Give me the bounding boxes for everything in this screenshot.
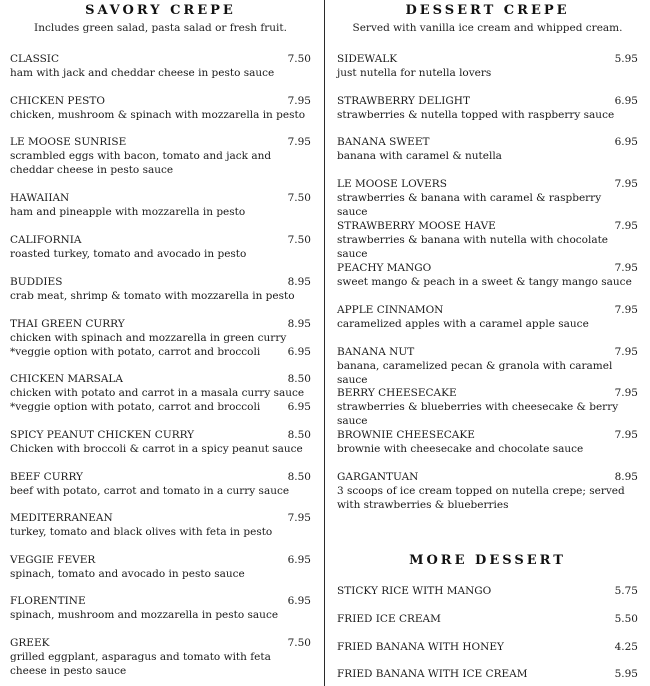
item-name: LE MOOSE LOVERS (337, 178, 447, 190)
item-price: 6.95 (614, 136, 638, 148)
item-desc: beef with potato, carrot and tomato in a curry sauce (10, 485, 290, 497)
column-divider (324, 0, 325, 686)
item-price: 7.50 (287, 637, 311, 649)
item-price: 7.95 (614, 262, 638, 274)
veggie-option: *veggie option with potato, carrot and broccoli (10, 401, 261, 413)
menu-item (337, 386, 638, 428)
menu-item (337, 345, 638, 387)
veggie-option: *veggie option with potato, carrot and broccoli (10, 346, 261, 358)
item-name: THAI GREEN CURRY (10, 318, 125, 330)
item-price: 7.95 (614, 429, 638, 441)
menu-item (337, 135, 638, 163)
item-price: 5.95 (614, 53, 638, 65)
menu-item (337, 219, 638, 261)
item-name: STICKY RICE WITH MANGO (337, 585, 492, 597)
dessert-title: DESSERT CREPE (405, 3, 570, 18)
item-price: 7.95 (287, 95, 311, 107)
item-name: BANANA NUT (337, 346, 415, 358)
item-price: 7.50 (287, 53, 311, 65)
item-name: SIDEWALK (337, 53, 398, 65)
menu-item (337, 612, 638, 626)
item-desc: spinach, tomato and avocado in pesto sauce (10, 568, 245, 580)
menu-item (337, 640, 638, 654)
menu-item (10, 594, 311, 622)
item-desc: 3 scoops of ice cream topped on nutella crepe; served with strawberries & blueberries (337, 485, 625, 511)
item-name: HAWAIIAN (10, 192, 70, 204)
more-dessert-title: MORE DESSERT (409, 553, 566, 568)
item-name: STRAWBERRY DELIGHT (337, 95, 470, 107)
item-name: CLASSIC (10, 53, 59, 65)
menu-item (337, 667, 638, 681)
item-price: 6.95 (614, 95, 638, 107)
item-desc: strawberries & nutella topped with raspberry sauce (337, 109, 615, 121)
item-desc: crab meat, shrimp & tomato with mozzarella in pesto (10, 290, 295, 302)
menu-item (10, 636, 311, 678)
item-name: FRIED BANANA WITH HONEY (337, 641, 504, 653)
item-price: 8.50 (287, 429, 311, 441)
item-name: FLORENTINE (10, 595, 86, 607)
item-desc: scrambled eggs with bacon, tomato and jack and cheddar cheese in pesto sauce (10, 150, 272, 176)
item-desc: chicken with potato and carrot in a masala curry sauce (10, 387, 305, 399)
item-price: 8.95 (287, 318, 311, 330)
menu-item (337, 261, 638, 289)
item-desc: strawberries & banana with nutella with chocolate sauce (337, 234, 609, 260)
menu-item (10, 511, 311, 539)
item-name: MEDITERRANEAN (10, 512, 113, 524)
item-name: CHICKEN PESTO (10, 95, 105, 107)
item-name: BUDDIES (10, 276, 63, 288)
item-name: BANANA SWEET (337, 136, 430, 148)
item-price: 7.95 (614, 304, 638, 316)
item-price: 7.50 (287, 234, 311, 246)
item-name: BROWNIE CHEESECAKE (337, 429, 475, 441)
item-name: GREEK (10, 637, 50, 649)
menu-item (10, 317, 311, 359)
item-desc: strawberries & blueberries with cheesecake & berry sauce (337, 401, 619, 427)
item-price: 7.95 (614, 346, 638, 358)
item-desc: chicken with spinach and mozzarella in green curry (10, 332, 287, 344)
menu-item (10, 553, 311, 581)
item-desc: ham and pineapple with mozzarella in pesto (10, 206, 246, 218)
veggie-option-price: 6.95 (287, 401, 311, 413)
menu-item (10, 191, 311, 219)
item-price: 6.95 (287, 595, 311, 607)
item-name: FRIED ICE CREAM (337, 613, 441, 625)
item-desc: banana, caramelized pecan & granola with caramel sauce (337, 360, 613, 386)
savory-subtitle: Includes green salad, pasta salad or fresh fruit. (34, 22, 287, 34)
menu-item (10, 233, 311, 261)
item-desc: banana with caramel & nutella (337, 150, 502, 162)
item-name: GARGANTUAN (337, 471, 419, 483)
item-desc: grilled eggplant, asparagus and tomato with feta cheese in pesto sauce (10, 651, 271, 677)
menu-item (10, 135, 311, 177)
menu-item (337, 584, 638, 598)
item-price: 8.95 (614, 471, 638, 483)
item-name: STRAWBERRY MOOSE HAVE (337, 220, 496, 232)
menu-item (10, 94, 311, 122)
item-desc: sweet mango & peach in a sweet & tangy mango sauce (337, 276, 632, 288)
item-price: 5.50 (614, 613, 638, 625)
menu-item (10, 52, 311, 80)
item-price: 8.50 (287, 373, 311, 385)
item-name: SPICY PEANUT CHICKEN CURRY (10, 429, 195, 441)
item-price: 7.95 (287, 136, 311, 148)
item-price: 4.25 (614, 641, 638, 653)
item-name: CALIFORNIA (10, 234, 82, 246)
veggie-option-row (10, 345, 311, 359)
menu-item (337, 94, 638, 122)
item-desc: caramelized apples with a caramel apple sauce (337, 318, 589, 330)
dessert-subtitle: Served with vanilla ice cream and whipped cream. (352, 22, 623, 34)
menu-item (337, 52, 638, 80)
item-price: 7.50 (287, 192, 311, 204)
item-desc: strawberries & banana with caramel & raspberry sauce (337, 192, 602, 218)
item-price: 8.50 (287, 471, 311, 483)
item-name: VEGGIE FEVER (10, 554, 96, 566)
menu-item (10, 275, 311, 303)
menu-item (337, 303, 638, 331)
item-price: 7.95 (614, 387, 638, 399)
veggie-option-price: 6.95 (287, 346, 311, 358)
item-price: 8.95 (287, 276, 311, 288)
item-price: 5.75 (614, 585, 638, 597)
menu-item (337, 428, 638, 456)
menu-item (10, 470, 311, 498)
item-desc: brownie with cheesecake and chocolate sauce (337, 443, 584, 455)
item-name: FRIED BANANA WITH ICE CREAM (337, 668, 528, 680)
item-price: 7.95 (614, 220, 638, 232)
item-desc: turkey, tomato and black olives with feta in pesto (10, 526, 273, 538)
menu-item (337, 177, 638, 219)
item-desc: roasted turkey, tomato and avocado in pesto (10, 248, 247, 260)
item-price: 6.95 (287, 554, 311, 566)
item-name: LE MOOSE SUNRISE (10, 136, 127, 148)
veggie-option-row (10, 400, 311, 414)
item-name: CHICKEN MARSALA (10, 373, 123, 385)
item-name: BEEF CURRY (10, 471, 83, 483)
savory-title: SAVORY CREPE (85, 3, 236, 18)
item-name: APPLE CINNAMON (337, 304, 444, 316)
item-desc: Chicken with broccoli & carrot in a spicy peanut sauce (10, 443, 303, 455)
menu-item (337, 470, 638, 512)
item-desc: just nutella for nutella lovers (337, 67, 492, 79)
menu-item (10, 428, 311, 456)
item-price: 5.95 (614, 668, 638, 680)
item-desc: ham with jack and cheddar cheese in pesto sauce (10, 67, 275, 79)
item-name: PEACHY MANGO (337, 262, 432, 274)
item-name: BERRY CHEESECAKE (337, 387, 457, 399)
item-desc: spinach, mushroom and mozzarella in pesto sauce (10, 609, 279, 621)
menu-item (10, 372, 311, 414)
item-price: 7.95 (287, 512, 311, 524)
item-price: 7.95 (614, 178, 638, 190)
item-desc: chicken, mushroom & spinach with mozzarella in pesto (10, 109, 306, 121)
